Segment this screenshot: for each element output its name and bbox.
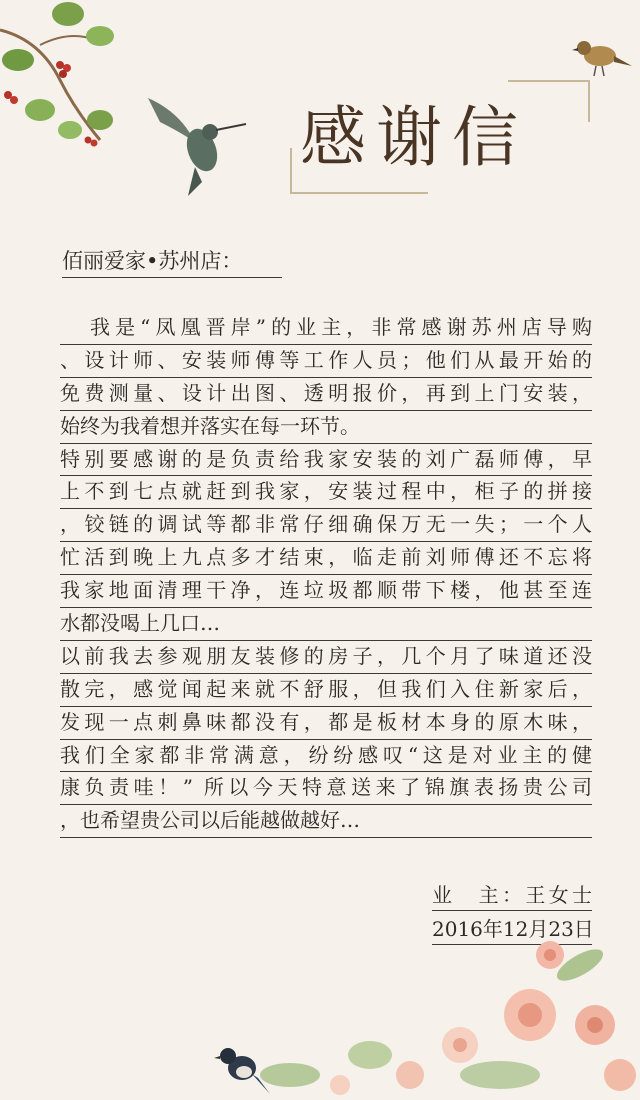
letter-line: 始终为我着想并落实在每一环节。 <box>60 411 592 444</box>
letter-line: 康负责哇！” 所以今天特意送来了锦旗表扬贵公司 <box>60 772 592 805</box>
letter-line: 我们全家都非常满意，纷纷感叹“这是对业主的健 <box>60 740 592 773</box>
letter-line: 我是“凤凰晋岸”的业主，非常感谢苏州店导购 <box>60 312 592 345</box>
letter-line: 以前我去参观朋友装修的房子，几个月了味道还没 <box>60 641 592 674</box>
letter-line: 水都没喝上几口… <box>60 608 592 641</box>
letter-title: 感谢信 <box>300 99 528 176</box>
magpie-illustration <box>214 1038 272 1098</box>
letter-line: ，也希望贵公司以后能越做越好… <box>60 805 592 838</box>
letter-body <box>60 312 592 838</box>
letter-date: 2016年12月23日 <box>432 914 592 945</box>
hummingbird-illustration <box>140 92 250 197</box>
letter-line: 免费测量、设计出图、透明报价，再到上门安装， <box>60 378 592 411</box>
letter-line: 发现一点刺鼻味都没有，都是板材本身的原木味， <box>60 707 592 740</box>
letter-line: 忙活到晚上九点多才结束，临走前刘师傅还不忘将 <box>60 542 592 575</box>
letter-line: 上不到七点就赶到我家，安装过程中，柜子的拼接 <box>60 476 592 509</box>
letter-line: 特别要感谢的是负责给我家安装的刘广磊师傅，早 <box>60 444 592 477</box>
signature: 业 主：王女士 <box>432 880 592 911</box>
letter-line: 我家地面清理干净，连垃圾都顺带下楼，他甚至连 <box>60 575 592 608</box>
flower-illustration <box>250 925 640 1100</box>
salutation: 佰丽爱家•苏州店： <box>62 246 282 278</box>
letter-line: 散完，感觉闻起来就不舒服，但我们入住新家后， <box>60 674 592 707</box>
letter-line: ，铰链的调试等都非常仔细确保万无一失；一个人 <box>60 509 592 542</box>
letter-line: 、设计师、安装师傅等工作人员；他们从最开始的 <box>60 345 592 378</box>
leaf-branch-illustration <box>0 0 130 160</box>
bird-illustration <box>570 36 634 82</box>
